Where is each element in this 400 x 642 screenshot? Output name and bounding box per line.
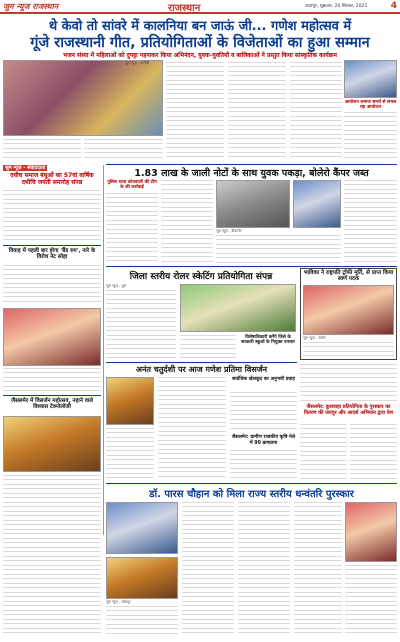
rule <box>106 266 397 267</box>
lead-headline-line2: गूंजे राजस्थानी गीत, प्रतियोगिताओं के विजेताओं का हुआ सम्मान <box>30 35 370 51</box>
lead-side-photo <box>344 60 397 98</box>
story6-photo <box>303 285 394 335</box>
lead-photo-caption: जुम न्यूज़ - फलौदी <box>125 61 150 65</box>
crime-photo-caption: जुम न्यूज़ - बीकानेर <box>216 229 242 233</box>
story1-title: दधीच समाज बंधुओं का 57वां वार्षिक दधीचि जयंती समारोह संपन्न <box>10 172 94 186</box>
story10-title: जैसलमेर: कुशवाहा प्रतियोगिता के पुरस्कार का वितरण की जयपुर और आदर्श अभियान द्वारा पेश <box>303 404 394 416</box>
rule <box>106 362 297 363</box>
story9-title: जैसलमेर: ग्रामीण राजकीय कृषि मेले में 90 क्रमप्रामा <box>231 435 296 446</box>
story6-text <box>303 342 394 358</box>
story6-text-cont <box>300 364 397 402</box>
news-tag: जुम न्यूज़ - संवाददाता <box>5 165 46 171</box>
story4-text-col4 <box>344 180 397 263</box>
lead-headline-line1: थे केवो तो सांवरे में कालनिया बन जाऊं जी... गणेश महोत्सव में <box>48 19 352 34</box>
story3-title: जैसलमेर में विसर्जन महोत्सव, नहाने वाले विश्वास टेक्नोलॉजी <box>11 398 93 411</box>
lead-deck: भजन संध्या में महिलाओं को दुपट्टा पहनाकर किया अभिनंदन, युवक-युवतियों व बालिकाओं ने प्रस्तुत किया सांस्कृतिक कार्यक्रम <box>63 52 337 59</box>
story6-title: भाविका ने राष्ट्रपति ट्रॉफी मूर्ति, से प्राप्त किया स्वर्ण पदक <box>303 270 394 283</box>
award-photo-caption: जुम न्यूज़ - जोधपुर <box>106 600 131 604</box>
rule <box>106 483 397 484</box>
story7-text-col1 <box>106 428 154 480</box>
rule <box>3 395 101 396</box>
story4-sub: पुलिस थाना कोतवाली की टीम के की कार्रवाई <box>107 180 157 191</box>
story4-text-col3 <box>216 235 341 263</box>
rule <box>3 245 101 246</box>
column-rule-1 <box>103 165 104 535</box>
story2-title: विवाह में पहली बार होगा 'बैंड रुम', नारे के विरोध नेट सोहा <box>8 248 96 261</box>
story10-text-col2 <box>350 424 397 480</box>
story9-text <box>230 450 297 480</box>
lead-photo <box>3 60 163 136</box>
lead-text-col3 <box>290 62 342 160</box>
story11-text-col4 <box>345 565 397 634</box>
medal-photo-caption: जुम न्यूज़ - नागौर <box>303 336 326 340</box>
story4-text-col2 <box>161 180 213 263</box>
story11-title: डॉ. पारस चौहान को मिला राज्य स्तरीय धन्वंतरि पुरस्कार <box>149 489 354 500</box>
lead-text-left-a <box>3 139 81 161</box>
story11-text-col3 <box>294 502 342 634</box>
story6-side: विशेषाधिकारी करेंगे जिले के सरकारी स्कूलों के नियुक्त उपचार <box>241 335 295 346</box>
bottom-left-text <box>3 538 101 634</box>
story1-text <box>3 190 101 242</box>
story7-title: अनंत चतुर्दशी पर आज गणेश प्रतिमा विसर्जन <box>135 365 268 374</box>
story8-title: सर्वाधिक खेलकूद का अनुभवी प्रवाह <box>232 377 295 382</box>
story5-text-col1 <box>106 290 176 358</box>
story3-photo <box>3 416 101 472</box>
story11-text-col1 <box>182 502 234 634</box>
story3-text <box>3 475 101 535</box>
story7-text-col2 <box>158 377 226 480</box>
story5-photo <box>180 284 296 332</box>
story4-photo-accused <box>293 180 341 228</box>
story4-title: 1.83 लाख के जाली नोटों के साथ युवक पकड़ा, बोलेरो कैंपर जब्त <box>134 168 369 179</box>
story11-photo-1 <box>106 502 178 554</box>
page-number: 4 <box>390 1 397 11</box>
lead-text-left-b <box>84 139 163 161</box>
story4-photo-notes <box>216 180 290 228</box>
story5-text-col2 <box>180 335 236 358</box>
skating-photo-caption: जुम न्यूज़ - चूरू <box>106 284 127 288</box>
story7-photo <box>106 377 154 425</box>
section-title: राजस्थान <box>168 3 201 14</box>
lead-side-text <box>344 112 397 160</box>
story4-text-col1 <box>106 193 158 263</box>
brand-name: जुम न्यूज राजस्थान <box>3 2 59 11</box>
story10-text-col1 <box>300 424 347 480</box>
story-text-left <box>3 368 101 392</box>
story8-text <box>230 392 297 432</box>
story2-text <box>3 265 101 305</box>
story5-title: जिला स्तरीय रोलर स्केटिंग प्रतियोगिता संपन्न <box>129 272 273 282</box>
story11-text-under-photo <box>106 606 178 634</box>
story11-photo-2 <box>106 557 178 599</box>
masthead <box>0 0 400 14</box>
story-photo-left <box>3 308 101 366</box>
lead-side-heading: आयोजन समाज समर्थ से संभल रहा आयोजन <box>344 100 397 111</box>
story11-photo-3 <box>345 502 397 562</box>
lead-text-col2 <box>228 62 286 160</box>
dateline: उदयपुर, शुक्रवार, 26 सितंबर, 2025 <box>305 4 368 9</box>
story11-text-col2 <box>238 502 290 634</box>
rule <box>106 164 397 165</box>
lead-text-col1 <box>166 62 224 160</box>
